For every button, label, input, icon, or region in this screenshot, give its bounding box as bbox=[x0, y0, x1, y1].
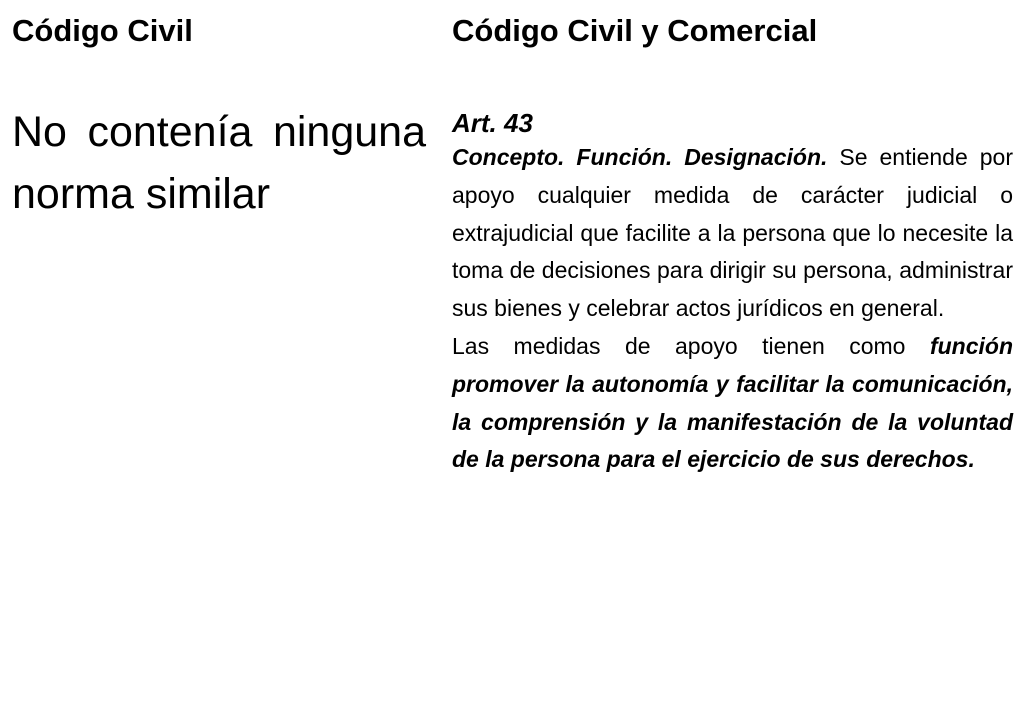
article-concept-lead: Concepto. Función. Designación. bbox=[452, 144, 828, 170]
left-column-body: No contenía ninguna norma similar bbox=[12, 108, 426, 218]
article-paragraph-2-emphasis: función promover la autonomía y facilitar la comunicación, la comprensión y la manifestación de la voluntad de la persona para el ejercicio de sus derechos. bbox=[452, 332, 1013, 473]
left-column bbox=[12, 8, 426, 225]
right-column bbox=[452, 8, 1013, 479]
right-column-heading: Código Civil y Comercial bbox=[452, 13, 818, 48]
article-number: Art. 43 bbox=[452, 108, 533, 138]
article-paragraph-2-text: Las medidas de apoyo tienen como bbox=[452, 332, 930, 359]
article-paragraph-1 bbox=[452, 139, 1013, 328]
article-paragraph-1-text: Se entiende por apoyo cualquier medida de carácter judicial o extrajudicial que facilite a la persona que lo necesite la toma de decisiones para dirigir su persona, administrar sus bienes y celebrar actos jurídicos en general. bbox=[452, 144, 1013, 322]
left-column-heading: Código Civil bbox=[12, 13, 193, 48]
article-paragraph-2 bbox=[452, 328, 1013, 479]
